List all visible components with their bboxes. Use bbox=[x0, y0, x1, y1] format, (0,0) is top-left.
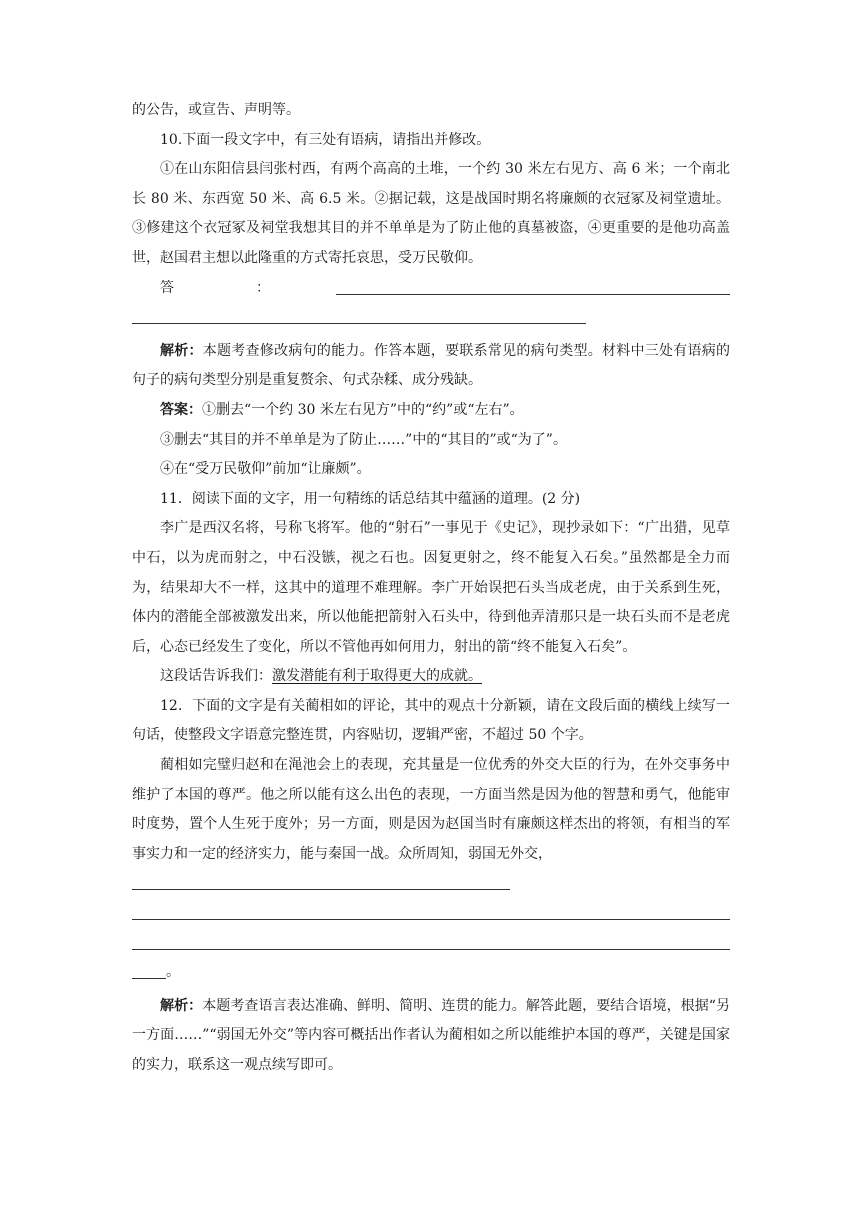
question-11-answer bbox=[132, 662, 730, 692]
answer-10-1 bbox=[132, 396, 730, 426]
question-11-passage: 李广是西汉名将，号称飞将军。他的“射石”一事见于《史记》，现抄录如下：“广出猎，见草中石，以为虎而射之，中石没镞，视之石也。因复更射之，终不能复入石矣。”虽然都是全力而为，结果却大不一样，这其中的道理不难理解。李广开始误把石头当成老虎，由于关系到生死，体内的潜能全部被激发出来，所以他能把箭射入石头中，待到他弄清那只是一块石头而不是老虎后，心态已经发生了变化，所以不管他再如何用力，射出的箭“终不能复入石矣”。 bbox=[132, 520, 730, 655]
answer-prefix: 这段话告诉我们： bbox=[160, 668, 272, 685]
blank-line-4 bbox=[132, 958, 730, 988]
analysis-12 bbox=[132, 992, 730, 1081]
filled-answer: 激发潜能有利于取得更大的成就。 bbox=[272, 668, 482, 685]
blank-rule bbox=[132, 889, 510, 890]
blank-line-3 bbox=[132, 929, 730, 959]
analysis-label: 解析： bbox=[160, 342, 203, 359]
answer-10-2: ③删去“其目的并不单单是为了防止……”中的“其目的”或“为了”。 bbox=[160, 431, 567, 448]
question-12: 12．下面的文字是有关蔺相如的评论，其中的观点十分新颖，请在文段后面的横线上续写一句话，使整段文字语意完整连贯，内容贴切，逻辑严密，不超过 50 个字。 bbox=[132, 697, 730, 744]
end-mark: 。 bbox=[166, 964, 180, 981]
blank-rule bbox=[132, 919, 730, 920]
answer-blank-line bbox=[132, 303, 730, 333]
question-11: 11．阅读下面的文字，用一句精练的话总结其中蕴涵的道理。(2 分) bbox=[160, 490, 581, 507]
answer-10-3: ④在“受万民敬仰”前加“让廉颇”。 bbox=[160, 461, 371, 478]
answer-key-label: 答案： bbox=[160, 401, 202, 418]
text-line: 的公告，或宣告、声明等。 bbox=[132, 102, 300, 118]
answer-blank bbox=[336, 294, 730, 295]
analysis-label: 解析： bbox=[160, 997, 203, 1014]
answer-line bbox=[132, 274, 730, 304]
document-page bbox=[132, 96, 730, 1081]
question-12-passage: 蔺相如完璧归赵和在渑池会上的表现，充其量是一位优秀的外交大臣的行为，在外交事务中维护了本国的尊严。他之所以能有这么出色的表现，一方面当然是因为他的智慧和勇气，他能审时度势，置个人生死于度外；另一方面，则是因为赵国当时有廉颇这样杰出的将领，有相当的军事实力和一定的经济实力，能与秦国一战。众所周知，弱国无外交， bbox=[132, 757, 730, 862]
blank-rule bbox=[132, 978, 166, 979]
answer-colon: ： bbox=[256, 279, 270, 296]
question-10: 10.下面一段文字中，有三处有语病，请指出并修改。 bbox=[160, 131, 491, 148]
blank-rule bbox=[132, 949, 730, 950]
analysis-text: 本题考查语言表达准确、鲜明、简明、连贯的能力。解答此题，要结合语境，根据“另一方面……”“弱国无外交”等内容可概括出作者认为蔺相如之所以能维护本国的尊严，关键是国家的实力，联系这一观点续写即可。 bbox=[132, 997, 731, 1073]
question-10-passage: ①在山东阳信县闫张村西，有两个高高的土堆，一个约 30 米左右见方、高 6 米；一个南北长 80 米、东西宽 50 米、高 6.5 米。②据记载，这是战国时期名将廉颇的衣冠冢及祠堂遗址。③修建这个衣冠冢及祠堂我想其目的并不单单是为了防止他的真墓被盗，④更重要的是他功高盖世，赵国君主想以此隆重的方式寄托哀思，受万民敬仰。 bbox=[132, 161, 730, 266]
answer-label: 答 bbox=[160, 279, 174, 296]
answer-key-text: ①删去“一个约 30 米左右见方”中的“约”或“左右”。 bbox=[202, 401, 524, 418]
analysis-10 bbox=[132, 337, 730, 396]
blank-line-1 bbox=[132, 869, 730, 899]
analysis-text: 本题考查修改病句的能力。作答本题，要联系常见的病句类型。材料中三处有语病的句子的病句类型分别是重复赘余、句式杂糅、成分残缺。 bbox=[132, 342, 731, 389]
blank-line-2 bbox=[132, 899, 730, 929]
blank-rule bbox=[132, 323, 586, 324]
